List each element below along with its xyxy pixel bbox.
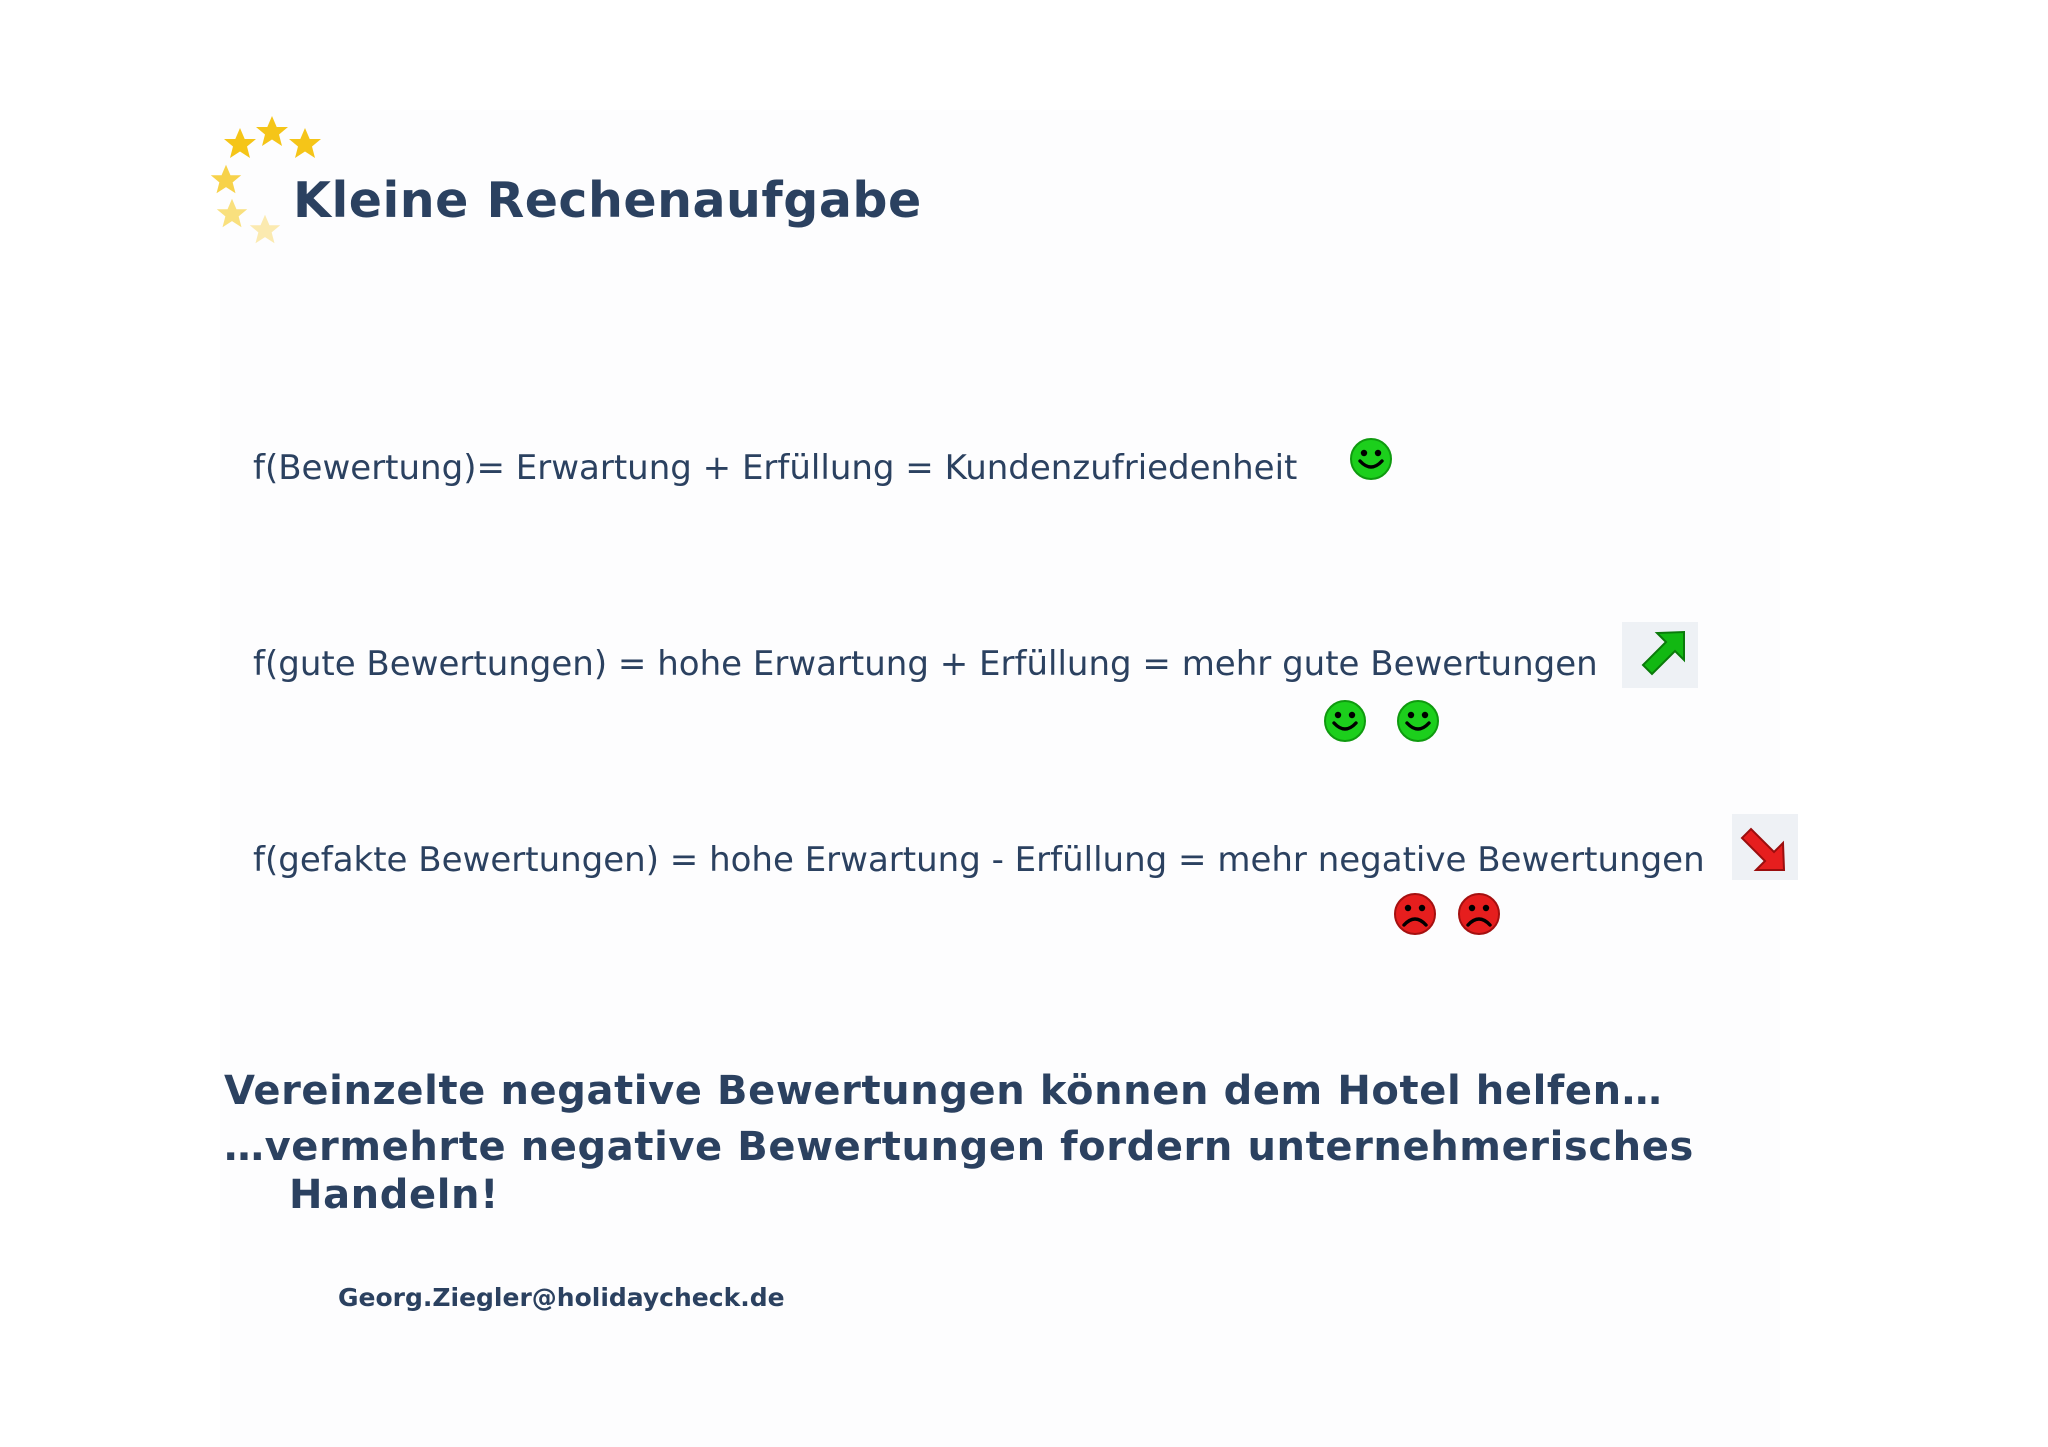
sad-smiley-icon	[1457, 892, 1501, 936]
page-title: Kleine Rechenaufgabe	[293, 172, 922, 229]
equation-good-reviews: f(gute Bewertungen) = hohe Erwartung + Erfüllung = mehr gute Bewertungen	[253, 644, 1598, 684]
conclusion-line-2: …vermehrte negative Bewertungen fordern unternehmerisches	[224, 1124, 1694, 1170]
happy-smiley-icon	[1323, 699, 1367, 743]
slide-background	[220, 110, 1780, 1447]
happy-smiley-icon	[1396, 699, 1440, 743]
contact-email: Georg.Ziegler@holidaycheck.de	[338, 1283, 785, 1312]
happy-smiley-icon	[1349, 437, 1393, 481]
equation-fake-reviews: f(gefakte Bewertungen) = hohe Erwartung - Erfüllung = mehr negative Bewertungen	[253, 840, 1705, 880]
trend-up-arrow-icon	[1622, 622, 1698, 688]
conclusion-line-1: Vereinzelte negative Bewertungen können dem Hotel helfen…	[224, 1068, 1663, 1114]
sad-smiley-icon	[1393, 892, 1437, 936]
trend-down-arrow-icon	[1732, 814, 1798, 880]
conclusion-line-3: Handeln!	[289, 1172, 499, 1218]
equation-satisfaction: f(Bewertung)= Erwartung + Erfüllung = Kundenzufriedenheit	[253, 448, 1298, 488]
